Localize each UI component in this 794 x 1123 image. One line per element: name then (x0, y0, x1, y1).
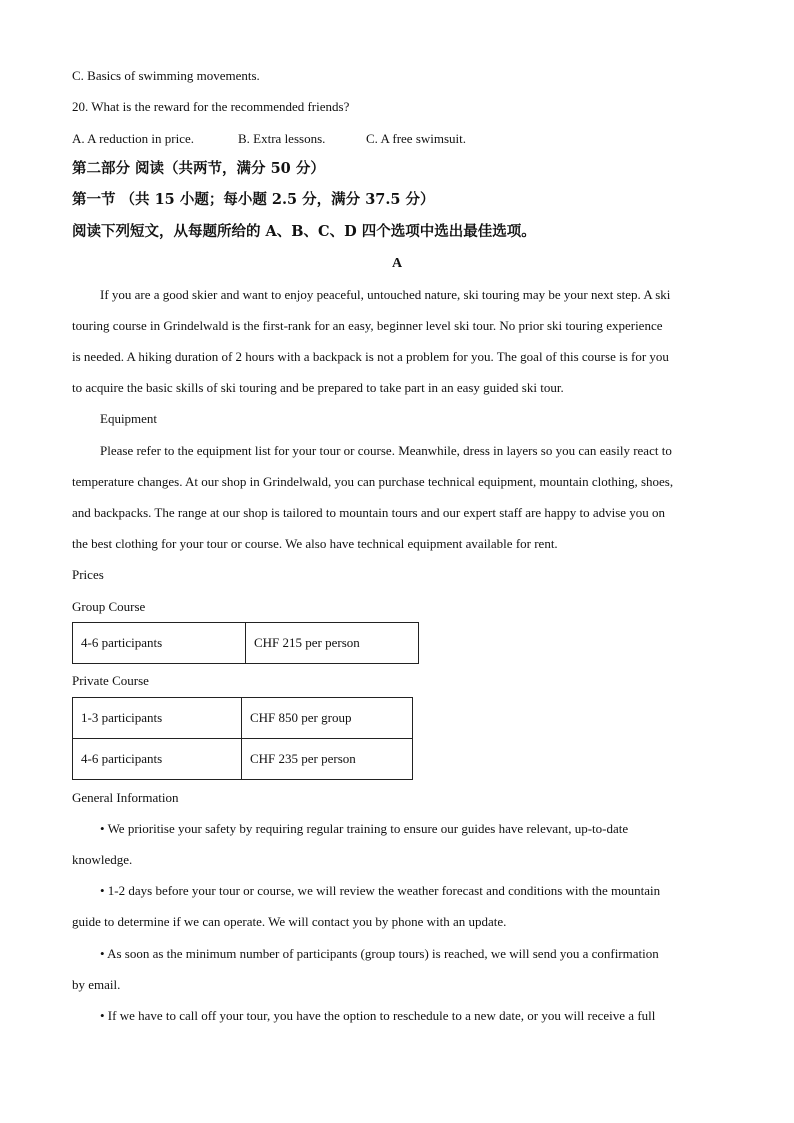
private-course-heading: Private Course (72, 673, 149, 688)
part-two-heading: 第二部分 阅读（共两节，满分 50 分） (72, 160, 325, 177)
table-row (73, 698, 413, 739)
paragraph-2-line: and backpacks. The range at our shop is tailored to mountain tours and our expert staff are happy to advise you on (72, 505, 666, 520)
q20-option-c: C. A free swimsuit. (366, 131, 467, 146)
table-row (73, 623, 419, 664)
table-cell: CHF 215 per person (246, 623, 419, 664)
table-cell: 1-3 participants (73, 698, 242, 739)
bullet-line: • 1-2 days before your tour or course, we will review the weather forecast and conditions with the mountain (100, 883, 661, 898)
paragraph-2-line: the best clothing for your tour or course. We also have technical equipment available for rent. (72, 536, 558, 551)
table-row (73, 739, 413, 780)
question-20: 20. What is the reward for the recommended friends? (72, 99, 350, 114)
bullet-line: knowledge. (72, 852, 133, 867)
equipment-heading: Equipment (100, 411, 158, 426)
bullet-line: • As soon as the minimum number of participants (group tours) is reached, we will send you a confirmation (100, 946, 659, 961)
paragraph-1-line: touring course in Grindelwald is the first-rank for an easy, beginner level ski tour. No prior ski touring experience (72, 318, 663, 333)
table-cell: CHF 235 per person (242, 739, 413, 780)
section-one-heading: 第一节 （共 15 小题；每小题 2.5 分，满分 37.5 分） (72, 191, 435, 208)
table-cell: 4-6 participants (73, 623, 246, 664)
general-information-heading: General Information (72, 790, 179, 805)
bullet-line: • We prioritise your safety by requiring regular training to ensure our guides have relevant, up-to-date (100, 821, 629, 836)
passage-title: A (391, 256, 403, 271)
table-cell: CHF 850 per group (242, 698, 413, 739)
q19-option-c: C. Basics of swimming movements. (72, 68, 260, 83)
reading-instruction: 阅读下列短文，从每题所给的 A、B、C、D 四个选项中选出最佳选项。 (72, 223, 536, 240)
bullet-line: by email. (72, 977, 121, 992)
paragraph-1-line: is needed. A hiking duration of 2 hours with a backpack is not a problem for you. The goal of this course is for you (72, 349, 669, 364)
group-course-heading: Group Course (72, 599, 146, 614)
prices-heading: Prices (72, 567, 104, 582)
q20-option-b: B. Extra lessons. (238, 131, 326, 146)
bullet-line: • If we have to call off your tour, you have the option to reschedule to a new date, or you will receive a full (100, 1008, 656, 1023)
table-cell: 4-6 participants (73, 739, 242, 780)
q20-option-a: A. A reduction in price. (72, 131, 195, 146)
paragraph-2-line: temperature changes. At our shop in Grindelwald, you can purchase technical equipment, mountain clothing, shoes, (72, 474, 674, 489)
group-course-table (72, 622, 419, 664)
paragraph-1-line: to acquire the basic skills of ski touring and be prepared to take part in an easy guided ski tour. (72, 380, 564, 395)
private-course-table (72, 697, 413, 780)
paragraph-2-line: Please refer to the equipment list for your tour or course. Meanwhile, dress in layers so you can easily react to (100, 443, 672, 458)
paragraph-1-line: If you are a good skier and want to enjoy peaceful, untouched nature, ski touring may be your next step. A ski (100, 287, 671, 302)
bullet-line: guide to determine if we can operate. We will contact you by phone with an update. (72, 914, 507, 929)
